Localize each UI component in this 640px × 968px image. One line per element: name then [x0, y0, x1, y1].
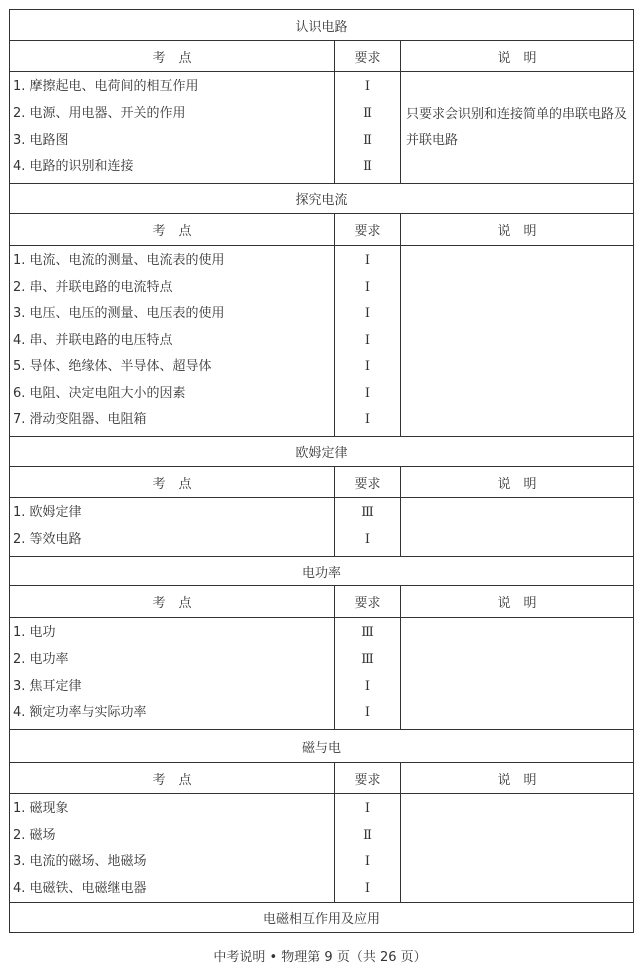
list-item-topic: 4. 电路的识别和连接 — [13, 159, 134, 175]
list-item-topic: 2. 电源、用电器、开关的作用 — [13, 105, 186, 121]
requirement-level: Ⅱ — [363, 132, 372, 148]
header-topic: 考 点 — [10, 41, 335, 71]
requirement-level: Ⅰ — [364, 385, 371, 401]
list-item-topic: 4. 串、并联电路的电压特点 — [13, 332, 173, 348]
header-note: 说 明 — [497, 772, 537, 788]
requirement-level: Ⅲ — [361, 625, 374, 641]
requirement-level: Ⅱ — [363, 159, 372, 175]
list-item-topic: 1. 欧姆定律 — [13, 505, 82, 521]
list-item-topic: 2. 电功率 — [13, 651, 69, 667]
requirement-level: Ⅰ — [364, 412, 371, 428]
list-item-topic: 1. 摩擦起电、电荷间的相互作用 — [13, 79, 199, 95]
header-note: 说 明 — [497, 224, 537, 239]
header-topic: 考 点 — [10, 586, 335, 617]
requirement-level: Ⅰ — [364, 306, 371, 322]
requirement-level: Ⅰ — [364, 880, 371, 896]
header-topic: 考 点 — [10, 467, 335, 497]
requirement-level: Ⅰ — [364, 705, 371, 721]
list-item-topic: 1. 磁现象 — [13, 801, 69, 816]
requirement-level: Ⅲ — [361, 651, 374, 667]
requirement-level: Ⅰ — [364, 854, 371, 869]
header-topic: 考 点 — [10, 214, 335, 245]
list-item-topic: 1. 电功 — [13, 625, 56, 641]
note-cell — [401, 618, 633, 729]
requirement-level: Ⅰ — [364, 253, 371, 269]
section-title: 欧姆定律 — [10, 437, 633, 467]
section-title: 认识电路 — [10, 10, 633, 41]
section-body — [10, 498, 633, 557]
list-item-topic: 2. 磁场 — [13, 827, 56, 843]
section-body — [10, 246, 633, 437]
requirement-level: Ⅲ — [361, 505, 374, 521]
note-cell — [401, 794, 633, 902]
requirement-level: Ⅰ — [364, 678, 371, 694]
list-item-topic: 4. 额定功率与实际功率 — [13, 705, 147, 721]
table-header-row — [10, 586, 633, 618]
table-header-row — [10, 763, 633, 794]
section-title: 探究电流 — [10, 184, 633, 214]
table-header-row — [10, 467, 633, 498]
requirement-level: Ⅰ — [364, 332, 371, 348]
section-body — [10, 72, 633, 184]
list-item-topic: 6. 电阻、决定电阻大小的因素 — [13, 385, 186, 401]
list-item-topic: 3. 电压、电压的测量、电压表的使用 — [13, 306, 225, 322]
requirement-level: Ⅰ — [364, 359, 371, 375]
header-topic: 考 点 — [10, 763, 335, 793]
header-level: 要求 — [335, 41, 401, 71]
list-item-topic: 3. 焦耳定律 — [13, 678, 82, 694]
page-footer: 中考说明 • 物理第 9 页（共 26 页） — [213, 950, 427, 965]
header-note: 说 明 — [497, 50, 537, 66]
note-cell: 只要求会识别和连接简单的串联电路及并联电路 — [406, 106, 628, 148]
requirement-level: Ⅱ — [363, 105, 372, 121]
requirement-level: Ⅰ — [364, 801, 371, 816]
section-body — [10, 794, 633, 903]
section-body — [10, 618, 633, 730]
header-level: 要求 — [335, 586, 401, 617]
requirement-level: Ⅰ — [364, 532, 371, 548]
list-item-topic: 3. 电流的磁场、地磁场 — [13, 854, 147, 869]
header-level: 要求 — [335, 467, 401, 497]
list-item-topic: 7. 滑动变阻器、电阻箱 — [13, 412, 147, 428]
requirement-level: Ⅰ — [364, 279, 371, 295]
list-item-topic: 5. 导体、绝缘体、半导体、超导体 — [13, 359, 212, 375]
note-cell — [401, 498, 633, 556]
section-title: 磁与电 — [10, 730, 633, 763]
header-note: 说 明 — [497, 596, 537, 611]
list-item-topic: 4. 电磁铁、电磁继电器 — [13, 880, 147, 896]
note-cell — [401, 246, 633, 436]
list-item-topic: 2. 等效电路 — [13, 532, 82, 548]
requirement-level: Ⅱ — [363, 827, 372, 843]
list-item-topic: 1. 电流、电流的测量、电流表的使用 — [13, 253, 225, 269]
header-note: 说 明 — [497, 476, 537, 492]
header-level: 要求 — [335, 214, 401, 245]
section-title: 电磁相互作用及应用 — [262, 912, 380, 927]
list-item-topic: 2. 串、并联电路的电流特点 — [13, 279, 173, 295]
table-header-row — [10, 214, 633, 246]
list-item-topic: 3. 电路图 — [13, 132, 69, 148]
table-header-row — [10, 41, 633, 72]
section-title: 电功率 — [10, 557, 633, 586]
syllabus-table — [9, 9, 634, 933]
header-level: 要求 — [335, 763, 401, 793]
requirement-level: Ⅰ — [364, 79, 371, 95]
